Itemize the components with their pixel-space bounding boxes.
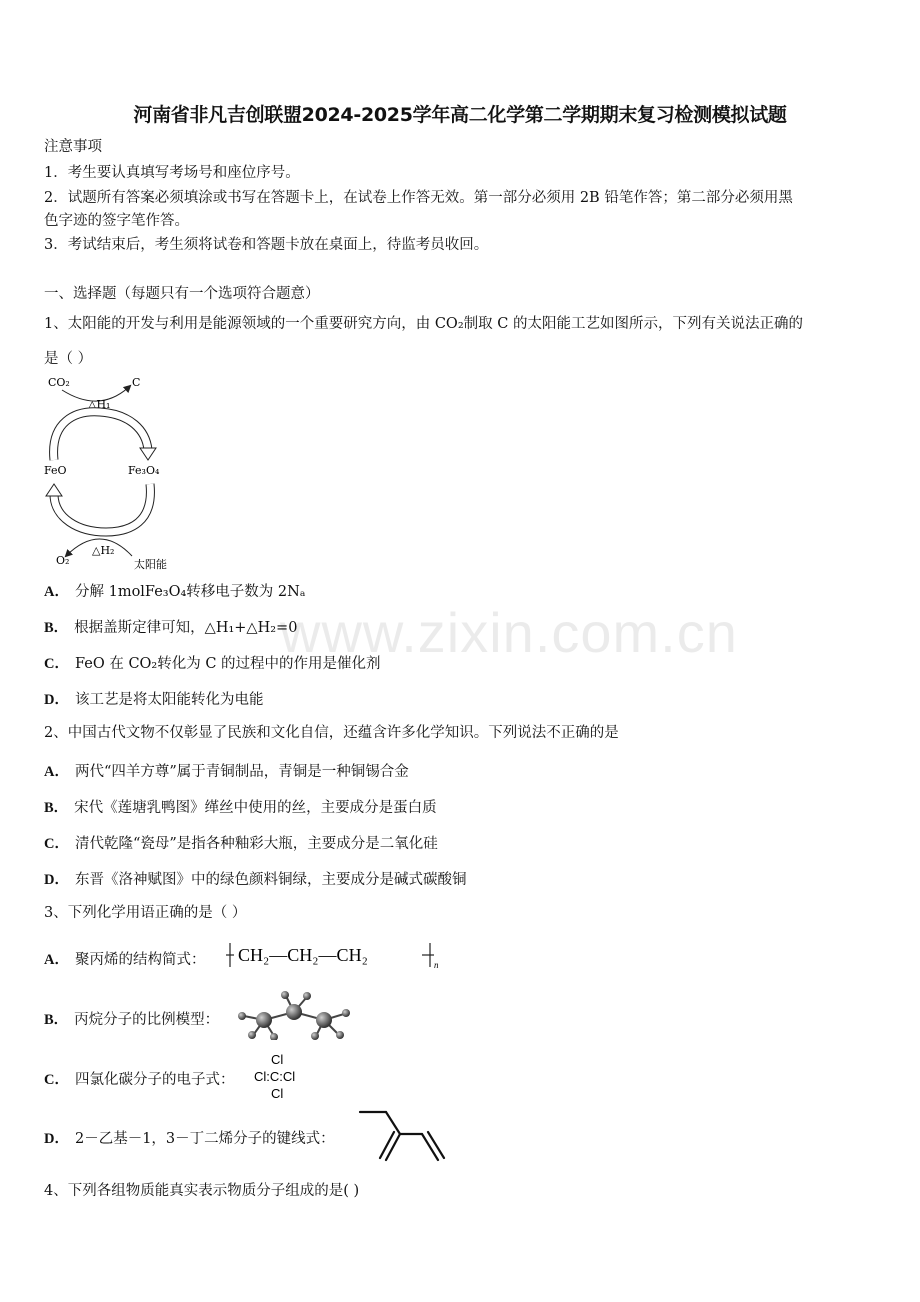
label-feo: FeO [44, 464, 67, 477]
question-3-option-c: C． 四氯化碳分子的电子式： [44, 1072, 235, 1088]
question-1-stem-end: 是（ ） [44, 351, 93, 367]
label-solar: 太阳能 [134, 558, 167, 571]
question-3-option-a: A． 聚丙烯的结构简式： [44, 952, 206, 968]
question-1-option-a: A． 分解 1molFe₃O₄转移电子数为 2Nₐ [44, 584, 306, 600]
question-1-option-d: D． 该工艺是将太阳能转化为电能 [44, 692, 264, 708]
notice-item: 1．考生要认真填写考场号和座位序号。 [44, 165, 300, 181]
label-fe3o4: Fe₃O₄ [128, 464, 160, 477]
question-3-option-d: D． 2－乙基－1，3－丁二烯分子的键线式： [44, 1131, 335, 1147]
ccl4-electron-formula [250, 1052, 312, 1104]
notice-item: 3．考试结束后，考生须将试卷和答题卡放在桌面上，待监考员收回。 [44, 237, 489, 253]
question-1-stem: 1、太阳能的开发与利用是能源领域的一个重要研究方向，由 CO₂制取 C 的太阳能工艺如图所示，下列有关说法正确的 [44, 316, 803, 332]
cl-bottom: Cl [271, 1086, 284, 1101]
notice-item: 色字迹的签字笔作答。 [44, 213, 189, 229]
question-2-stem: 2、中国古代文物不仅彰显了民族和文化自信，还蕴含许多化学知识。下列说法不正确的是 [44, 725, 619, 741]
label-o2: O₂ [56, 554, 70, 567]
formula-n: n [434, 960, 439, 970]
notice-item: 2．试题所有答案必须填涂或书写在答题卡上，在试卷上作答无效。第一部分必须用 2B 铅笔作答；第二部分必须用黑 [44, 190, 793, 206]
polypropylene-formula [222, 938, 446, 972]
question-1-option-c: C． FeO 在 CO₂转化为 C 的过程中的作用是催化剂 [44, 656, 381, 672]
propane-ball-model [232, 990, 362, 1040]
notice-heading: 注意事项 [44, 139, 102, 155]
page-title: 河南省非凡吉创联盟2024-2025学年高二化学第二学期期末复习检测模拟试题 [133, 104, 787, 126]
label-co2: CO₂ [48, 376, 70, 389]
label-dh2: △H₂ [92, 544, 115, 557]
question-4-stem: 4、下列各组物质能真实表示物质分子组成的是( ) [44, 1183, 360, 1199]
solar-cycle-diagram [40, 372, 190, 572]
label-c: C [132, 376, 141, 389]
cl-top: Cl [271, 1052, 284, 1067]
question-2-option-b: B． 宋代《莲塘乳鸭图》缂丝中使用的丝，主要成分是蛋白质 [44, 800, 437, 816]
question-3-stem: 3、下列化学用语正确的是（ ） [44, 905, 247, 921]
section-heading: 一、选择题（每题只有一个选项符合题意） [44, 286, 320, 302]
label-dh1: △H₁ [88, 398, 111, 411]
formula-text: CH₂—CH₂—CH₂ [238, 945, 368, 965]
question-2-option-c: C． 清代乾隆“瓷母”是指各种釉彩大瓶，主要成分是二氧化硅 [44, 836, 438, 852]
ccl4-center: Cl:C:Cl [254, 1069, 296, 1084]
bond-line-formula [356, 1108, 446, 1166]
watermark: www.zixin.com.cn [280, 601, 738, 664]
question-2-option-d: D． 东晋《洛神赋图》中的绿色颜料铜绿，主要成分是碱式碳酸铜 [44, 872, 467, 888]
question-3-option-b: B． 丙烷分子的比例模型： [44, 1012, 220, 1028]
question-2-option-a: A． 两代“四羊方尊”属于青铜制品，青铜是一种铜锡合金 [44, 764, 409, 780]
question-1-option-b: B． 根据盖斯定律可知，△H₁+△H₂=0 [44, 620, 298, 636]
